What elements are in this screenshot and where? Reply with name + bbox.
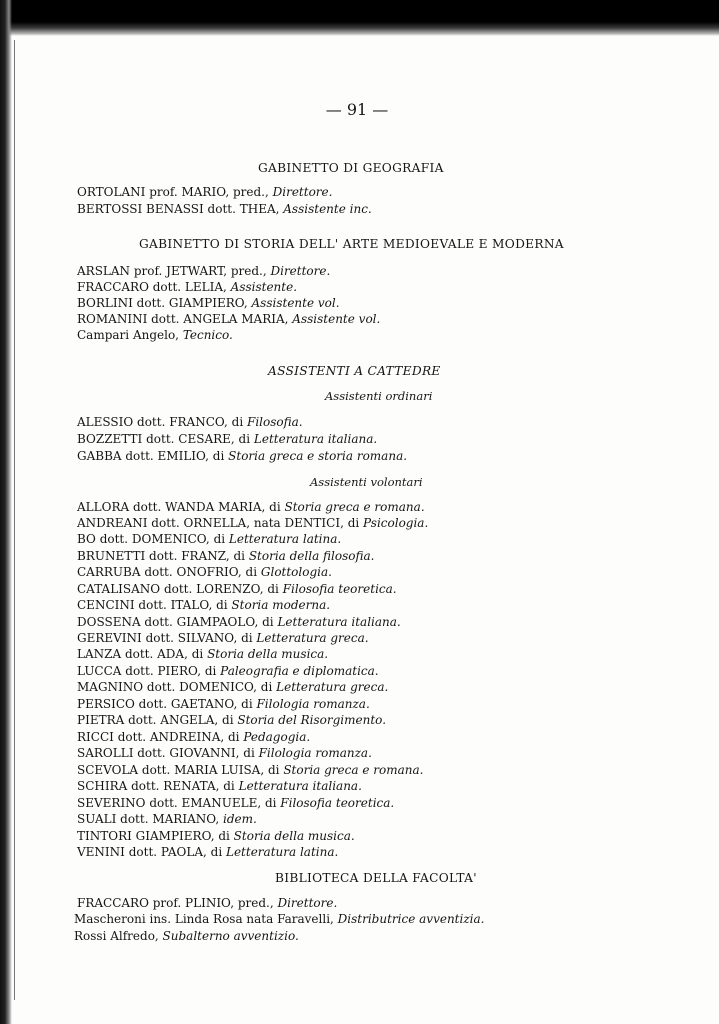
entry-line: BRUNETTI dott. FRANZ, di Storia della filosofia. bbox=[77, 549, 375, 563]
entry-line: FRACCARO prof. PLINIO, pred., Direttore. bbox=[77, 896, 338, 910]
entry-line: PERSICO dott. GAETANO, di Filologia romanza. bbox=[77, 697, 370, 711]
scan-binding-edge bbox=[0, 0, 12, 1024]
entry-line: FRACCARO dott. LELIA, Assistente. bbox=[77, 280, 298, 294]
scan-top-edge bbox=[0, 0, 719, 36]
entry-line: LANZA dott. ADA, di Storia della musica. bbox=[77, 647, 329, 661]
entry-line: ARSLAN prof. JETWART, pred., Direttore. bbox=[77, 264, 331, 278]
entry-line: SUALI dott. MARIANO, idem. bbox=[77, 812, 257, 826]
entry-line: CENCINI dott. ITALO, di Storia moderna. bbox=[77, 598, 331, 612]
entry-line: ORTOLANI prof. MARIO, pred., Direttore. bbox=[77, 185, 333, 199]
page-number: — 91 — bbox=[325, 100, 389, 119]
entry-line: RICCI dott. ANDREINA, di Pedagogia. bbox=[77, 730, 311, 744]
entry-line: Mascheroni ins. Linda Rosa nata Faravelli, Distributrice avventizia. bbox=[74, 912, 485, 926]
section-heading-assistenti: ASSISTENTI A CATTEDRE bbox=[268, 364, 441, 378]
entry-line: SEVERINO dott. EMANUELE, di Filosofia teoretica. bbox=[77, 796, 395, 810]
entry-line: GABBA dott. EMILIO, di Storia greca e storia romana. bbox=[77, 449, 408, 463]
entry-line: BO dott. DOMENICO, di Letteratura latina. bbox=[77, 532, 342, 546]
entry-line: TINTORI GIAMPIERO, di Storia della musica. bbox=[77, 829, 355, 843]
entry-line: Campari Angelo, Tecnico. bbox=[77, 328, 233, 342]
section-heading-biblioteca: BIBLIOTECA DELLA FACOLTA' bbox=[275, 871, 477, 885]
subsection-title-ordinari: Assistenti ordinari bbox=[325, 389, 433, 403]
entry-line: SAROLLI dott. GIOVANNI, di Filologia romanza. bbox=[77, 746, 372, 760]
entry-line: ALESSIO dott. FRANCO, di Filosofia. bbox=[77, 415, 303, 429]
subsection-title-volontari: Assistenti volontari bbox=[310, 475, 423, 489]
section-heading-storia-arte: GABINETTO DI STORIA DELL' ARTE MEDIOEVALE E MODERNA bbox=[139, 237, 564, 251]
entry-line: MAGNINO dott. DOMENICO, di Letteratura greca. bbox=[77, 680, 389, 694]
entry-line: ANDREANI dott. ORNELLA, nata DENTICI, di Psicologia. bbox=[77, 516, 429, 530]
entry-line: CARRUBA dott. ONOFRIO, di Glottologia. bbox=[77, 565, 332, 579]
entry-line: SCHIRA dott. RENATA, di Letteratura italiana. bbox=[77, 779, 362, 793]
entry-line: BERTOSSI BENASSI dott. THEA, Assistente inc. bbox=[77, 202, 372, 216]
entry-line: Rossi Alfredo, Subalterno avventizio. bbox=[74, 929, 299, 943]
entry-line: SCEVOLA dott. MARIA LUISA, di Storia greca e romana. bbox=[77, 763, 424, 777]
entry-line: BOZZETTI dott. CESARE, di Letteratura italiana. bbox=[77, 432, 378, 446]
entry-line: PIETRA dott. ANGELA, di Storia del Risorgimento. bbox=[77, 713, 387, 727]
scan-margin-line bbox=[14, 40, 15, 1000]
entry-line: DOSSENA dott. GIAMPAOLO, di Letteratura italiana. bbox=[77, 615, 401, 629]
entry-line: LUCCA dott. PIERO, di Paleografia e diplomatica. bbox=[77, 664, 379, 678]
section-heading-geografia: GABINETTO DI GEOGRAFIA bbox=[258, 161, 444, 175]
entry-line: ROMANINI dott. ANGELA MARIA, Assistente vol. bbox=[77, 312, 381, 326]
entry-line: CATALISANO dott. LORENZO, di Filosofia teoretica. bbox=[77, 582, 397, 596]
entry-line: GEREVINI dott. SILVANO, di Letteratura greca. bbox=[77, 631, 369, 645]
entry-line: ALLORA dott. WANDA MARIA, di Storia greca e romana. bbox=[77, 500, 425, 514]
entry-line: VENINI dott. PAOLA, di Letteratura latina. bbox=[77, 845, 339, 859]
entry-line: BORLINI dott. GIAMPIERO, Assistente vol. bbox=[77, 296, 340, 310]
